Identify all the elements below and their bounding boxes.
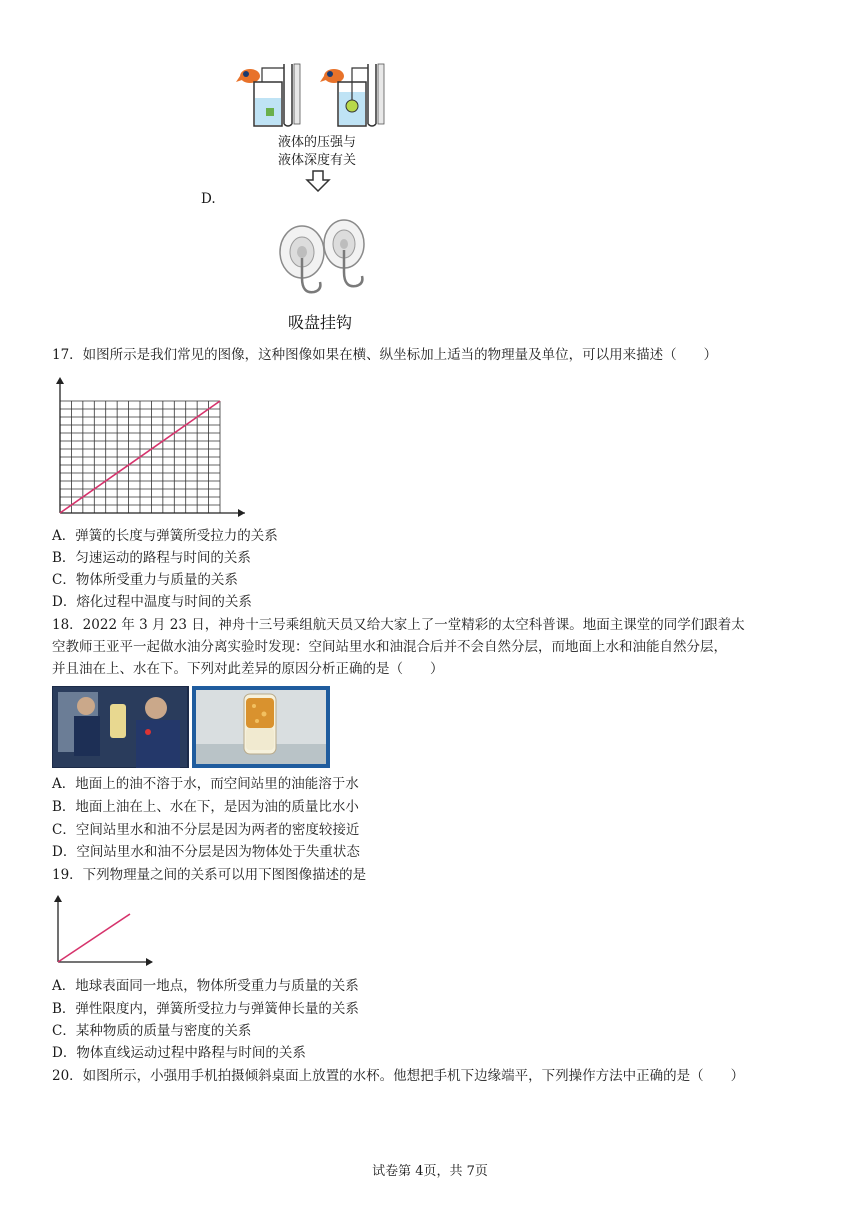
q18-photos	[52, 686, 330, 768]
q18-option-b: B．地面上油在上、水在下，是因为油的质量比水小	[52, 799, 359, 815]
q19-graph-svg	[52, 892, 156, 968]
q17-y-arrow	[56, 377, 64, 384]
page-footer: 试卷第 4页，共 7页	[372, 1164, 488, 1179]
q18-option-c: C．空间站里水和油不分层是因为两者的密度较接近	[52, 822, 360, 838]
q18-option-a: A．地面上的油不溶于水，而空间站里的油能溶于水	[52, 776, 359, 792]
q17-graph	[50, 373, 250, 521]
q19-x-arrow	[146, 958, 153, 966]
pressure-experiment-svg	[232, 58, 392, 130]
pressure-gauge-right	[320, 64, 384, 126]
q20-stem: 20．如图所示，小强用手机拍摄倾斜桌面上放置的水杯。他想把手机下边缘端平，下列操作方法中正确的是（ ）	[52, 1068, 745, 1084]
q19-option-b: B．弹性限度内，弹簧所受拉力与弹簧伸长量的关系	[52, 1001, 359, 1017]
option-d-label: D.	[201, 191, 216, 207]
suction-cup-left	[280, 226, 324, 292]
q17-option-a: A．弹簧的长度与弹簧所受拉力的关系	[52, 528, 278, 544]
astronaut-photo	[52, 686, 188, 768]
q17-graph-svg	[50, 373, 250, 521]
suction-hook-figure	[272, 216, 372, 302]
oil-water-bottle-photo	[192, 686, 330, 768]
q18-stem-line1: 18．2022 年 3 月 23 日，神舟十三号乘组航天员又给大家上了一堂精彩的太空科普课。地面主课堂的同学们跟着太	[52, 617, 745, 633]
q17-stem: 17．如图所示是我们常见的图像，这种图像如果在横、纵坐标加上适当的物理量及单位，可以用来描述（ ）	[52, 347, 718, 363]
q17-x-arrow	[238, 509, 245, 517]
pressure-gauge-left	[236, 64, 300, 126]
q18-photos-svg	[52, 686, 330, 768]
q19-option-a: A．地球表面同一地点，物体所受重力与质量的关系	[52, 978, 359, 994]
q18-option-d: D．空间站里水和油不分层是因为物体处于失重状态	[52, 844, 360, 860]
q19-option-c: C．某种物质的质量与密度的关系	[52, 1023, 252, 1039]
q19-stem: 19．下列物理量之间的关系可以用下图图像描述的是	[52, 867, 367, 883]
pressure-caption-line1: 液体的压强与	[277, 135, 356, 150]
pressure-caption-line2: 液体深度有关	[277, 153, 356, 168]
q19-data-line	[58, 914, 130, 962]
suction-caption: 吸盘挂钩	[288, 313, 353, 332]
down-arrow-icon	[305, 170, 331, 192]
q18-stem-line2: 空教师王亚平一起做水油分离实验时发现：空间站里水和油混合后并不会自然分层，而地面上水和油能自然分层，	[52, 639, 727, 655]
q18-stem-line3: 并且油在上、水在下。下列对此差异的原因分析正确的是（ ）	[52, 661, 444, 677]
suction-hook-svg	[272, 216, 372, 302]
q17-option-c: C．物体所受重力与质量的关系	[52, 572, 238, 588]
q19-graph	[52, 892, 156, 968]
pressure-experiment-figure	[232, 58, 392, 130]
q19-option-d: D．物体直线运动过程中路程与时间的关系	[52, 1045, 306, 1061]
suction-cup-right	[324, 220, 364, 286]
q19-y-arrow	[54, 895, 62, 902]
q17-option-b: B．匀速运动的路程与时间的关系	[52, 550, 251, 566]
q17-option-d: D．熔化过程中温度与时间的关系	[52, 594, 252, 610]
